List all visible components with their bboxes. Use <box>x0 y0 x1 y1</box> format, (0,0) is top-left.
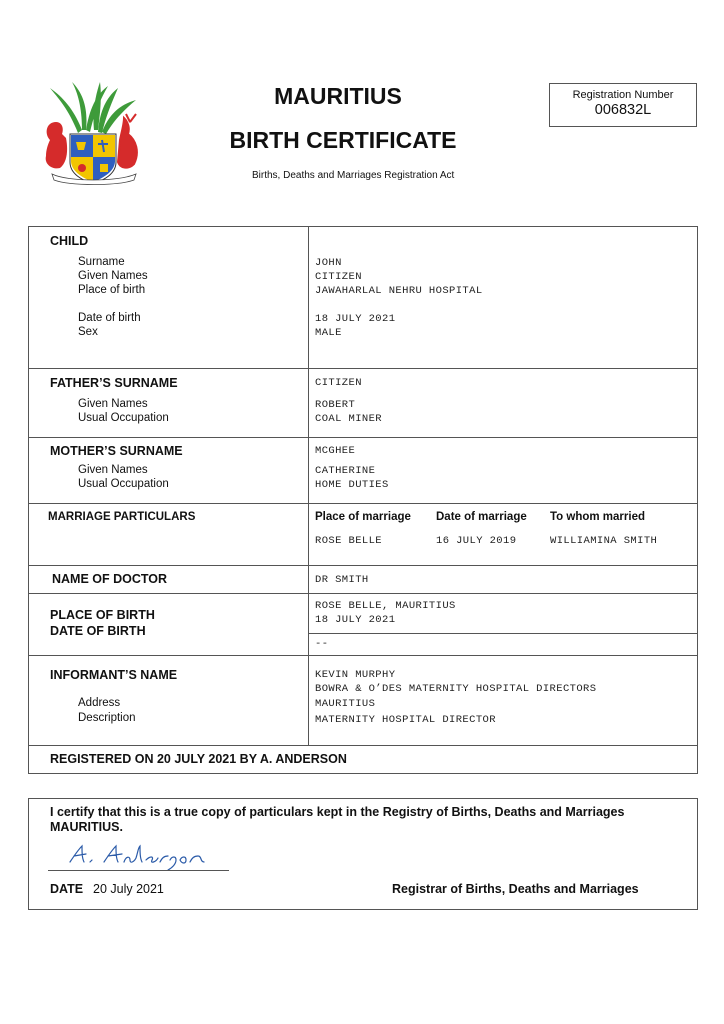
child-place-of-birth-label: Place of birth <box>78 284 146 296</box>
father-surname-value: CITIZEN <box>315 377 362 389</box>
registrar-title: Registrar of Births, Deaths and Marriages <box>392 882 639 896</box>
registration-number-label: Registration Number <box>572 89 674 101</box>
registration-number-box <box>549 83 697 127</box>
certification-text: I certify that this is a true copy of particulars kept in the Registry of Births, Deaths and Marriages <box>50 805 625 819</box>
certification-date-label: DATE <box>50 882 84 896</box>
act-subtitle: Births, Deaths and Marriages Registration Act <box>252 170 455 181</box>
registered-statement: REGISTERED ON 20 JULY 2021 BY A. ANDERSON <box>50 752 347 766</box>
date-of-birth-heading: DATE OF BIRTH <box>50 624 146 638</box>
child-given-names-label: Given Names <box>78 270 148 282</box>
informant-heading: INFORMANT’S NAME <box>50 668 178 682</box>
mother-heading: MOTHER’S SURNAME <box>50 444 183 458</box>
mother-occupation-value: HOME DUTIES <box>315 479 389 491</box>
informant-description-label: Description <box>78 712 136 724</box>
marriage-heading: MARRIAGE PARTICULARS <box>48 511 196 523</box>
row-divider <box>308 633 697 634</box>
father-occupation-value: COAL MINER <box>315 413 383 425</box>
child-sex-label: Sex <box>78 326 98 338</box>
registration-number-value: 006832L <box>594 102 652 118</box>
child-given-names-value: CITIZEN <box>315 271 362 283</box>
table-column-divider <box>308 227 309 745</box>
place-of-birth-heading: PLACE OF BIRTH <box>50 608 155 622</box>
row-divider <box>29 655 697 656</box>
place-date-extra-value: -- <box>315 638 329 650</box>
father-given-names-label: Given Names <box>78 398 148 410</box>
mother-occupation-label: Usual Occupation <box>78 478 169 490</box>
certification-date-value: 20 July 2021 <box>93 882 164 896</box>
mother-given-names-value: CATHERINE <box>315 465 376 477</box>
row-divider <box>29 368 697 369</box>
row-divider <box>29 565 697 566</box>
mother-surname-value: MCGHEE <box>315 445 356 457</box>
informant-description-value: MATERNITY HOSPITAL DIRECTOR <box>315 714 496 726</box>
document-title: BIRTH CERTIFICATE <box>229 127 457 153</box>
row-divider <box>29 503 697 504</box>
row-divider <box>29 593 697 594</box>
father-given-names-value: ROBERT <box>315 399 356 411</box>
child-sex-value: MALE <box>315 327 342 339</box>
signature-line <box>48 870 229 871</box>
coat-of-arms-logo <box>38 78 150 186</box>
child-heading: CHILD <box>50 234 89 248</box>
marriage-date-column-header: Date of marriage <box>436 511 527 523</box>
row-divider <box>29 437 697 438</box>
doctor-heading: NAME OF DOCTOR <box>52 572 168 586</box>
child-date-of-birth-label: Date of birth <box>78 312 141 324</box>
informant-address-value: MAURITIUS <box>315 698 376 710</box>
child-surname-label: Surname <box>78 256 125 268</box>
marriage-place-column-header: Place of marriage <box>315 511 411 523</box>
child-place-of-birth-value: JAWAHARLAL NEHRU HOSPITAL <box>315 285 483 297</box>
marriage-date-value: 16 JULY 2019 <box>436 535 517 547</box>
doctor-value: DR SMITH <box>315 574 369 586</box>
father-heading: FATHER’S SURNAME <box>50 376 178 390</box>
informant-name-value: KEVIN MURPHY <box>315 669 396 681</box>
place-of-birth-value: ROSE BELLE, MAURITIUS <box>315 600 456 612</box>
marriage-spouse-value: WILLIAMINA SMITH <box>550 535 658 547</box>
father-occupation-label: Usual Occupation <box>78 412 169 424</box>
signature-image <box>64 838 224 870</box>
date-of-birth-value: 18 JULY 2021 <box>315 614 396 626</box>
informant-organisation-value: BOWRA & O’DES MATERNITY HOSPITAL DIRECTORS <box>315 683 597 695</box>
child-date-of-birth-value: 18 JULY 2021 <box>315 313 396 325</box>
row-divider <box>29 745 697 746</box>
child-surname-value: JOHN <box>315 257 342 269</box>
marriage-spouse-column-header: To whom married <box>550 511 645 523</box>
country-title: MAURITIUS <box>274 83 402 109</box>
informant-address-label: Address <box>78 697 121 709</box>
marriage-place-value: ROSE BELLE <box>315 535 383 547</box>
mother-given-names-label: Given Names <box>78 464 148 476</box>
certification-text-country: MAURITIUS. <box>50 820 123 834</box>
